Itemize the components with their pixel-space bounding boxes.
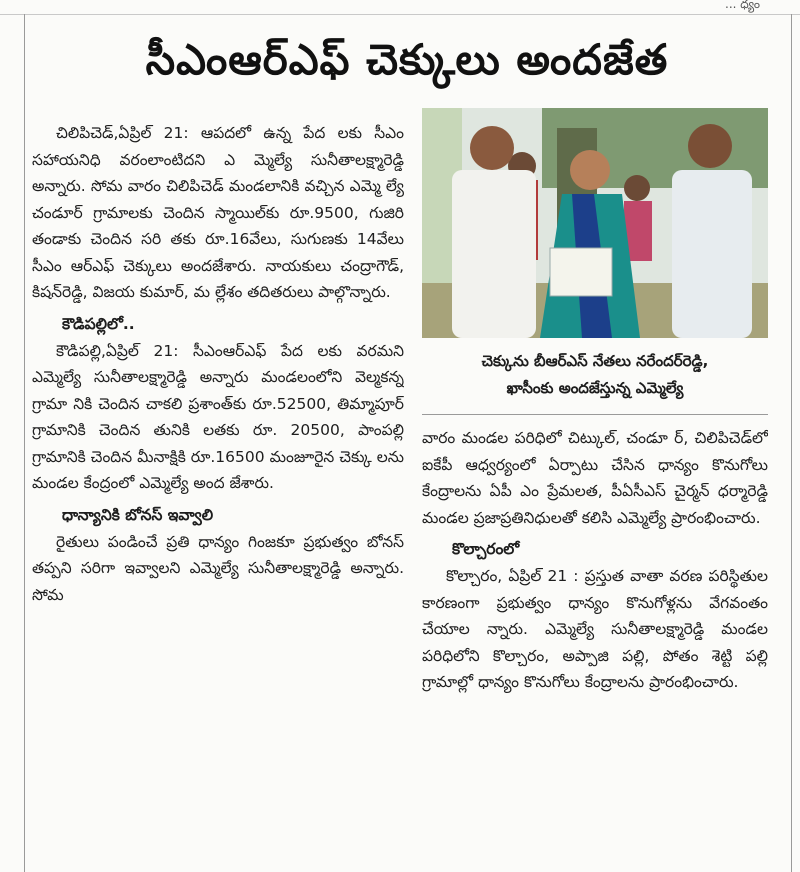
top-strip-fragment: ... ధ్యం bbox=[725, 0, 760, 11]
photo-man-right-shirt bbox=[672, 170, 752, 338]
news-photo-illustration bbox=[422, 108, 768, 338]
left-paragraph-2: కౌడిపల్లి,ఏప్రిల్ 21: సీఎంఆర్ఎఫ్ పేద లకు వరమని ఎమ్మెల్యే సునీతాలక్ష్మారెడ్డి అన్నారు మండలంలోని వెల్మకన్న గ్రామా నికి చెందిన చాకలి ప్రశాంత్‌కు రూ.52500, తిమ్మాపూర్ గ్రామానికి చెందిన తునికి లతకు రూ. 20500, పాంపల్లి గ్రామానికి చెందిన మీనాక్షికి రూ.16500 మంజూరైన చెక్కు లను మండల కేంద్రంలో ఎమ్మెల్యే అంద జేశారు. bbox=[32, 341, 404, 492]
caption-line-1: చెక్కును బీఆర్ఎస్ నేతలు నరేందర్‌రెడ్డి, bbox=[481, 352, 709, 370]
photo-caption bbox=[422, 348, 768, 415]
news-photo bbox=[422, 108, 768, 338]
headline: సీఎంఆర్ఎఫ్ చెక్కులు అందజేత bbox=[145, 35, 669, 84]
left-paragraph-1: చిలిపిచెడ్,ఏప్రిల్ 21: ఆపదలో ఉన్న పేద లకు సీఎం సహాయనిధి వరంలాంటిదని ఎ మ్మెల్యే సునీతాలక్ష్మారెడ్డి అన్నారు. సోమ వారం చిలిపిచెడ్ మండలానికి వచ్చిన ఎమ్మె ల్యే చండూర్ గ్రామాలకు చెందిన స్మాయిల్‌కు రూ.9500, గుజిరి తండాకు చెందిన సరి తకు రూ.16వేలు, సుగుణకు 14వేలు సీఎం ఆర్ఎఫ్ చెక్కులు అందజేశారు. నాయకులు చంద్రాగౌడ్, కిషన్‌రెడ్డి, విజయ కుమార్, మ ల్లేశం తదితరులు పాల్గొన్నారు. bbox=[32, 124, 404, 301]
photo-man-left-head bbox=[470, 126, 514, 170]
top-strip bbox=[0, 0, 800, 15]
photo-cheque bbox=[550, 248, 612, 296]
photo-person-bg2-head bbox=[624, 175, 650, 201]
left-paragraph-3: రైతులు పండించే ప్రతి ధాన్యం గింజకూ ప్రభుత్వం బోనస్ తప్పని సరిగా ఇవ్వాలని ఎమ్మెల్యే సునీతాలక్ష్మారెడ్డి అన్నారు. సోమ bbox=[32, 532, 404, 604]
right-subheading-1: కొల్చారంలో bbox=[452, 540, 520, 558]
left-subheading-1: కౌడిపల్లిలో.. bbox=[62, 314, 135, 333]
photo-woman-head bbox=[570, 150, 610, 190]
left-column bbox=[32, 120, 404, 865]
photo-man-left-shirt bbox=[452, 170, 536, 338]
caption-line-2: ఖాసీంకు అందజేస్తున్న ఎమ్మెల్యే bbox=[506, 379, 684, 397]
right-paragraph-2: కొల్చారం, ఏప్రిల్ 21 : ప్రస్తుత వాతా వరణ పరిస్థితుల కారణంగా ప్రభుత్వం ధాన్యం కొనుగోళ్లను వేగవంతం చేయాల న్నారు. ఎమ్మెల్యే సునీతాలక్ష్మారెడ్డి మండల పరిధిలోని కొల్చారం, అప్పాజి పల్లి, పోతం శెట్టి పల్లి గ్రామాల్లో ధాన్యం కొనుగోలు కేంద్రాలను ప్రారంభించారు. bbox=[422, 567, 768, 691]
photo-man-right-head bbox=[688, 124, 732, 168]
right-paragraph-1: వారం మండల పరిధిలో చిట్కుల్, చండూ ర్, చిలిపిచెడ్‌లో ఐకేపీ ఆధ్వర్యంలో ఏర్పాటు చేసిన ధాన్యం కొనుగోలు కేంద్రాలను ఏపీ ఎం ప్రేమలత, పీఏసీఎస్ చైర్మన్ ధర్మారెడ్డి మండల ప్రజాప్రతినిధులతో కలిసి ఎమ్మెల్యే ప్రారంభించారు. bbox=[422, 429, 768, 527]
left-subheading-2: ధాన్యానికి బోనస్ ఇవ్వాలి bbox=[62, 505, 214, 524]
right-column bbox=[422, 425, 768, 865]
